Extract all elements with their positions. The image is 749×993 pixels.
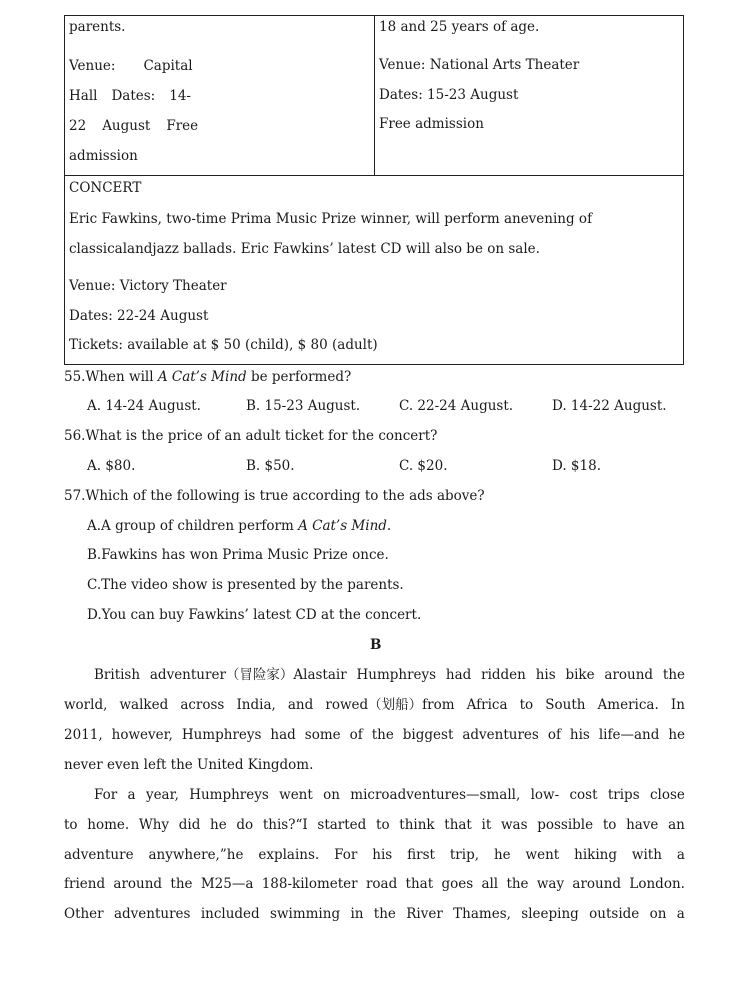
passage-line: For a year, Humphreys went on microadventures—small, low- cost trips close bbox=[94, 787, 685, 803]
concert-tickets: Tickets: available at $ 50 (child), $ 80 (adult) bbox=[69, 337, 378, 353]
ad-cell-right bbox=[375, 16, 683, 175]
option-57-b[interactable]: B.Fawkins has won Prima Music Prize once. bbox=[87, 547, 389, 563]
ad-table bbox=[64, 15, 684, 365]
option-56-d[interactable]: D. $18. bbox=[552, 458, 601, 474]
ad-cell-left bbox=[65, 16, 375, 175]
question-55: 55.When will A Cat’s Mind be performed? bbox=[64, 369, 352, 385]
concert-venue: Venue: Victory Theater bbox=[69, 278, 227, 294]
question-56: 56.What is the price of an adult ticket for the concert? bbox=[64, 428, 438, 444]
passage-line: world, walked across India, and rowed（划船）from Africa to South America. In bbox=[64, 697, 685, 713]
concert-heading: CONCERT bbox=[69, 180, 142, 196]
passage-line: friend around the M25—a 188-kilometer road that goes all the way around London. bbox=[64, 876, 685, 892]
passage-line: 2011, however, Humphreys had some of the biggest adventures of his life—and he bbox=[64, 727, 685, 743]
passage-line: Other adventures included swimming in the River Thames, sleeping outside on a bbox=[64, 906, 685, 922]
right-line: Venue: National Arts Theater bbox=[379, 57, 580, 73]
passage-line: British adventurer（冒险家）Alastair Humphreys had ridden his bike around the bbox=[94, 667, 685, 683]
section-heading: B bbox=[370, 637, 382, 653]
concert-line: Eric Fawkins, two-time Prima Music Prize winner, will perform anevening of bbox=[69, 211, 593, 227]
concert-cell bbox=[65, 175, 683, 365]
option-55-b[interactable]: B. 15-23 August. bbox=[246, 398, 361, 414]
right-line: 18 and 25 years of age. bbox=[379, 19, 540, 35]
left-line: Hall Dates: 14- bbox=[69, 88, 191, 104]
option-56-a[interactable]: A. $80. bbox=[87, 458, 136, 474]
right-line: Free admission bbox=[379, 116, 484, 132]
option-56-c[interactable]: C. $20. bbox=[399, 458, 448, 474]
passage-line: adventure anywhere,”he explains. For his first trip, he went hiking with a bbox=[64, 847, 685, 863]
option-57-a[interactable]: A.A group of children perform A Cat’s Mind. bbox=[87, 518, 392, 534]
concert-line: classicalandjazz ballads. Eric Fawkins’ latest CD will also be on sale. bbox=[69, 241, 540, 257]
passage-line: to home. Why did he do this?“I started to think that it was possible to have an bbox=[64, 817, 685, 833]
passage-line: never even left the United Kingdom. bbox=[64, 757, 314, 773]
option-56-b[interactable]: B. $50. bbox=[246, 458, 295, 474]
left-line: Venue: Capital bbox=[69, 58, 193, 74]
option-57-d[interactable]: D.You can buy Fawkins’ latest CD at the concert. bbox=[87, 607, 422, 623]
option-55-a[interactable]: A. 14-24 August. bbox=[87, 398, 201, 414]
left-line: 22 August Free bbox=[69, 118, 199, 134]
option-55-d[interactable]: D. 14-22 August. bbox=[552, 398, 667, 414]
right-line: Dates: 15-23 August bbox=[379, 87, 519, 103]
question-57: 57.Which of the following is true according to the ads above? bbox=[64, 488, 485, 504]
option-57-c[interactable]: C.The video show is presented by the parents. bbox=[87, 577, 404, 593]
concert-dates: Dates: 22-24 August bbox=[69, 308, 209, 324]
option-55-c[interactable]: C. 22-24 August. bbox=[399, 398, 514, 414]
left-line: parents. bbox=[69, 19, 126, 35]
left-line: admission bbox=[69, 148, 138, 164]
